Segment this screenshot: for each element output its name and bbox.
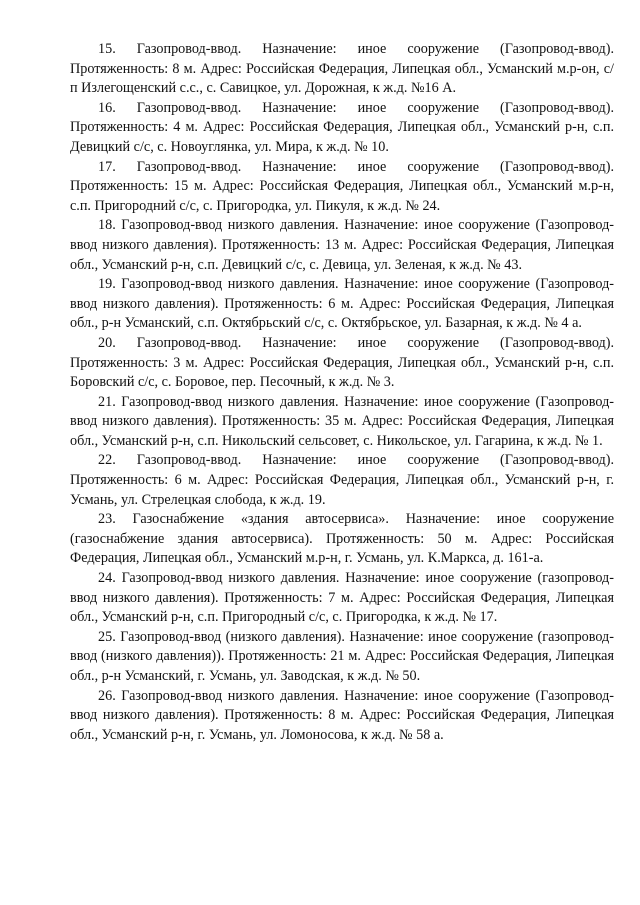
item-text: Газопровод-ввод низкого давления. Назначение: иное сооружение (газопровод-ввод низкого давления). Протяженность: 7 м. Адрес: Российская Федерация, Липецкая обл., Усманский р-н, с.п. Пригородный с/с, с. Пригородка, к ж.д. № 17. [70,570,614,626]
item-number: 17. [98,158,116,175]
list-item [70,510,614,569]
list-item [70,275,614,334]
list-item [70,99,614,158]
item-number: 25. [98,628,116,645]
item-number: 22. [98,452,116,469]
list-item [70,216,614,275]
list-item [70,334,614,393]
item-number: 26. [98,687,116,704]
document-page [70,40,614,745]
item-number: 20. [98,334,116,351]
item-text: Газопровод-ввод. Назначение: иное сооружение (Газопровод-ввод). Протяженность: 3 м. Адрес: Российская Федерация, Липецкая обл., Усманский р-н, с.п. Боровский с/с, с. Боровое, пер. Песочный, к ж.д. № 3. [70,334,614,391]
item-text: Газопровод-ввод (низкого давления). Назначение: иное сооружение (газопровод-ввод (низкого давления)). Протяженность: 21 м. Адрес: Российская Федерация, Липецкая обл., р-н Усманский, г. Усмань, ул. Заводская, к ж.д. № 50. [70,628,615,684]
list-item [70,569,614,628]
item-number: 18. [98,217,116,234]
list-item [70,451,614,510]
item-number: 16. [98,99,116,116]
item-text: Газопровод-ввод. Назначение: иное сооружение (Газопровод-ввод). Протяженность: 15 м. Адрес: Российская Федерация, Липецкая обл., Усманский м.р-н, с.п. Пригородний с/с, с. Пригородка, ул. Пикуля, к ж.д. № 24. [70,158,614,214]
item-text: Газопровод-ввод низкого давления. Назначение: иное сооружение (Газопровод-ввод низкого давления). Протяженность: 13 м. Адрес: Российская Федерация, Липецкая обл., Усманский р-н, с.п. Девицкий с/с, с. Девица, ул. Зеленая, к ж.д. № 43. [70,217,615,273]
list-item [70,393,614,452]
item-number: 19. [98,276,116,293]
item-number: 24. [98,570,116,587]
item-number: 23. [98,511,116,528]
item-text: Газопровод-ввод низкого давления. Назначение: иное сооружение (Газопровод-ввод низкого давления). Протяженность: 8 м. Адрес: Российская Федерация, Липецкая обл., Усманский р-н, г. Усмань, ул. Ломоносова, к ж.д. № 58 а. [70,687,615,743]
item-number: 21. [98,393,116,410]
item-text: Газопровод-ввод. Назначение: иное сооружение (Газопровод-ввод). Протяженность: 4 м. Адрес: Российская Федерация, Липецкая обл., Усманский р-н, с.п. Девицкий с/с, с. Новоуглянка, ул. Мира, к ж.д. № 10. [70,99,614,155]
list-item [70,687,614,746]
list-item [70,158,614,217]
list-item [70,40,614,99]
item-text: Газопровод-ввод низкого давления. Назначение: иное сооружение (Газопровод-ввод низкого давления). Протяженность: 35 м. Адрес: Российская Федерация, Липецкая обл., Усманский р-н, с.п. Никольский сельсовет, с. Никольское, ул. Гагарина, к ж.д. № 1. [70,393,615,449]
item-number: 15. [98,41,116,57]
item-text: Газоснабжение «здания автосервиса». Назначение: иное сооружение (газоснабжение здания автосервиса). Протяженность: 50 м. Адрес: Российская Федерация, Липецкая обл., Усманский м.р-н, г. Усмань, ул. К.Маркса, д. 161-а. [70,511,614,567]
item-text: Газопровод-ввод. Назначение: иное сооружение (Газопровод-ввод). Протяженность: 6 м. Адрес: Российская Федерация, Липецкая обл., Усманский р-н, г. Усмань, ул. Стрелецкая слобода, к ж.д. 19. [70,452,614,508]
list-item [70,628,614,687]
item-text: Газопровод-ввод. Назначение: иное сооружение (Газопровод-ввод). Протяженность: 8 м. Адрес: Российская Федерация, Липецкая обл., Усманский м.р-он, с/п Излегощенский с.с., с. Савицкое, ул. Дорожная, к ж.д. №16 А. [70,41,614,97]
item-text: Газопровод-ввод низкого давления. Назначение: иное сооружение (Газопровод-ввод низкого давления). Протяженность: 6 м. Адрес: Российская Федерация, Липецкая обл., р-н Усманский, с.п. Октябрьский с/с, с. Октябрьское, ул. Базарная, к ж.д. № 4 а. [70,276,615,332]
